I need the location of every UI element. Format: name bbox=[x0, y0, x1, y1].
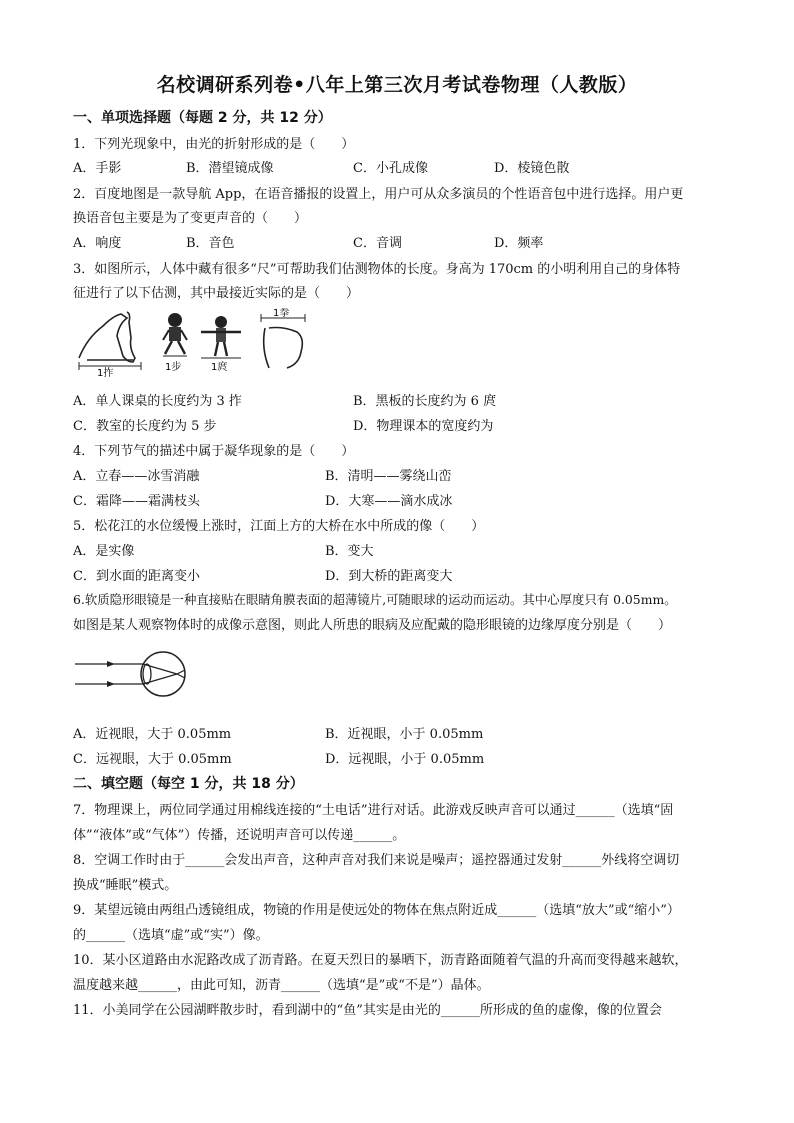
eye-ray-diagram bbox=[73, 650, 213, 698]
q6-stem-line1: 6.软质隐形眼镜是一种直接贴在眼睛角膜表面的超薄镜片,可随眼球的运动而运动。其中心厚度只有 0.05mm。 bbox=[73, 592, 677, 607]
q4-option-c: C．霜降——霜满枝头 bbox=[73, 494, 200, 509]
q10-line2: 温度越来越______，由此可知，沥青______（选填“是”或“不是”）晶体。 bbox=[73, 978, 490, 993]
q5-option-c: C．到水面的距离变小 bbox=[73, 569, 200, 584]
q5-stem: 5．松花江的水位缓慢上涨时，江面上方的大桥在水中所成的像（ ） bbox=[73, 519, 485, 534]
exam-title: 名校调研系列卷•八年上第三次月考试卷物理（人教版） bbox=[156, 74, 638, 96]
q6-option-d: D．远视眼，小于 0.05mm bbox=[325, 752, 485, 767]
q7-line2: 体”“液体”或“气体”）传播，还说明声音可以传递______。 bbox=[73, 828, 406, 843]
q2-option-b: B．音色 bbox=[186, 236, 235, 251]
q4-option-a: A．立春——冰雪消融 bbox=[73, 469, 200, 484]
q1-stem: 1．下列光现象中，由光的折射形成的是（ ） bbox=[73, 137, 355, 152]
q3-option-c: C．教室的长度约为 5 步 bbox=[73, 419, 217, 434]
q3-option-a: A．单人课桌的长度约为 3 拃 bbox=[73, 394, 242, 409]
q6-option-c: C．远视眼，大于 0.05mm bbox=[73, 752, 232, 767]
fist-illustration bbox=[261, 308, 305, 368]
label-quan: 1拳 bbox=[273, 308, 290, 319]
q1-option-b: B．潜望镜成像 bbox=[186, 161, 274, 176]
section-heading-fill: 二、填空题（每空 1 分，共 18 分） bbox=[73, 776, 304, 792]
q9-line2: 的______（选填“虚”或“实”）像。 bbox=[73, 928, 269, 943]
q4-option-b: B．清明——雾绕山峦 bbox=[325, 469, 452, 484]
q1-option-d: D．棱镜色散 bbox=[494, 161, 570, 176]
hand-span-illustration bbox=[79, 312, 141, 379]
step-illustration bbox=[163, 313, 187, 373]
q6-option-a: A．近视眼，大于 0.05mm bbox=[73, 727, 232, 742]
label-tuo: 1庹 bbox=[211, 362, 228, 373]
q3-option-b: B．黑板的长度约为 6 庹 bbox=[353, 394, 497, 409]
body-ruler-figure bbox=[73, 308, 313, 380]
q5-option-b: B．变大 bbox=[325, 544, 374, 559]
q3-stem-line2: 征进行了以下估测，其中最接近实际的是（ ） bbox=[73, 286, 360, 301]
q1-option-c: C．小孔成像 bbox=[353, 161, 428, 176]
q2-stem-line1: 2．百度地图是一款导航 App，在语音播报的设置上，用户可从众多演员的个性语音包中进行选择。用户更 bbox=[73, 187, 684, 202]
section-heading-choice: 一、单项选择题（每题 2 分，共 12 分） bbox=[73, 110, 332, 126]
arm-span-illustration bbox=[201, 316, 241, 373]
q7-line1: 7．物理课上，两位同学通过用棉线连接的“土电话”进行对话。此游戏反映声音可以通过______（选填“固 bbox=[73, 803, 674, 818]
q3-option-d: D．物理课本的宽度约为 bbox=[353, 419, 494, 434]
q3-stem-line1: 3．如图所示，人体中藏有很多“尺”可帮助我们估测物体的长度。身高为 170cm 的小明利用自己的身体特 bbox=[73, 262, 681, 277]
q2-option-a: A．响度 bbox=[73, 236, 122, 251]
q6-option-b: B．近视眼，小于 0.05mm bbox=[325, 727, 484, 742]
q2-option-c: C．音调 bbox=[353, 236, 402, 251]
q4-stem: 4．下列节气的描述中属于凝华现象的是（ ） bbox=[73, 444, 355, 459]
q5-option-a: A．是实像 bbox=[73, 544, 135, 559]
q8-line2: 换成“睡眠”模式。 bbox=[73, 878, 178, 893]
label-zha: 1拃 bbox=[97, 368, 114, 379]
q2-stem-line2: 换语音包主要是为了变更声音的（ ） bbox=[73, 211, 308, 226]
q10-line1: 10．某小区道路由水泥路改成了沥青路。在夏天烈日的暴晒下，沥青路面随着气温的升高而变得越来越软， bbox=[73, 953, 688, 968]
q4-option-d: D．大寒——滴水成冰 bbox=[325, 494, 453, 509]
q5-option-d: D．到大桥的距离变大 bbox=[325, 569, 453, 584]
q2-option-d: D．频率 bbox=[494, 236, 544, 251]
q11-line1: 11．小美同学在公园湖畔散步时，看到湖中的“鱼”其实是由光的______所形成的鱼的虚像，像的位置会 bbox=[73, 1003, 662, 1018]
q1-option-a: A．手影 bbox=[73, 161, 122, 176]
q6-stem-line2: 如图是某人观察物体时的成像示意图，则此人所患的眼病及应配戴的隐形眼镜的边缘厚度分别是（ ） bbox=[73, 618, 672, 633]
label-bu: 1步 bbox=[165, 362, 182, 373]
q8-line1: 8．空调工作时由于______会发出声音，这种声音对我们来说是噪声；遥控器通过发射______外线将空调切 bbox=[73, 853, 680, 868]
q9-line1: 9．某望远镜由两组凸透镜组成，物镜的作用是使远处的物体在焦点附近成______（选填“放大”或“缩小”） bbox=[73, 903, 680, 918]
